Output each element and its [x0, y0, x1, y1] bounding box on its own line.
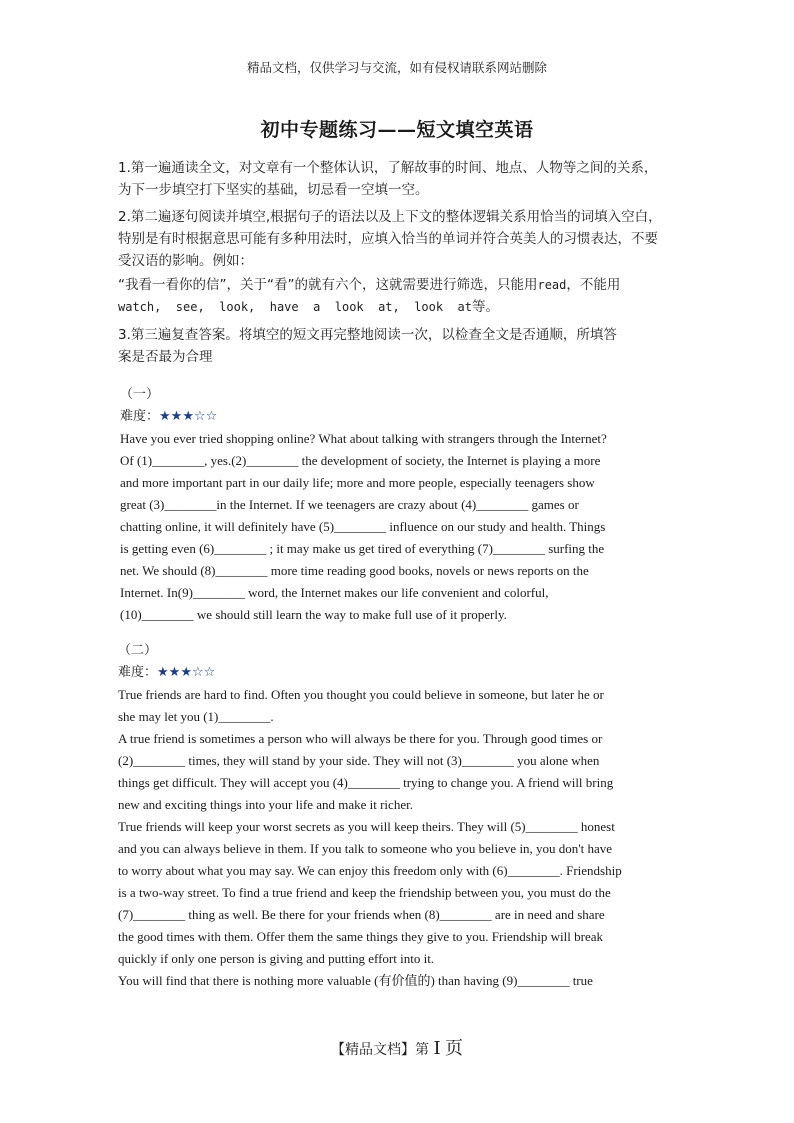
intro-paragraph-1	[118, 157, 688, 201]
difficulty-row	[120, 406, 607, 428]
passage-line: is a two-way street. To find a true friend and keep the friendship between you, you must do the	[118, 885, 611, 900]
section-heading: （一）	[120, 387, 160, 402]
header-note: 精品文档，仅供学习与交流，如有侵权请联系网站删除	[246, 60, 547, 75]
intro-line: 案是否最为合理	[118, 349, 213, 365]
passage-line: Have you ever tried shopping online? What about talking with strangers through the Internet?	[120, 431, 607, 446]
intro-paragraph-2	[118, 206, 688, 272]
passage-line: and more important part in our daily life; more and more people, especially teenagers show	[120, 475, 595, 490]
document-title: 初中专题练习——短文填空英语	[260, 119, 534, 141]
passage-line: A true friend is sometimes a person who will always be there for you. Through good times or	[118, 731, 603, 746]
difficulty-label: 难度：	[118, 665, 158, 680]
passage-line: the good times with them. Offer them the same things they give to you. Friendship will break	[118, 929, 604, 944]
intro-line: 3.第三遍复查答案。将填空的短文再完整地阅读一次，以检查全文是否通顺，所填答	[118, 327, 617, 343]
passage-line: to worry about what you may say. We can enjoy this freedom only with (6)________. Friendship	[118, 863, 622, 878]
intro-text: “我看一看你的信”，关于“看”的就有六个，这就需要进行筛选，只能用	[118, 277, 538, 293]
difficulty-row	[118, 662, 622, 684]
passage-line: (10)________ we should still learn the way to make full use of it properly.	[120, 607, 507, 622]
page-number: I	[433, 1038, 441, 1059]
passage-line: quickly if only one person is giving and putting effort into it.	[118, 951, 435, 966]
passage-line: Internet. In(9)________ word, the Internet makes our life convenient and colorful,	[120, 585, 549, 600]
intro-line: 受汉语的影响。例如：	[118, 253, 253, 269]
passage-line: great (3)________in the Internet. If we teenagers are crazy about (4)________ games or	[120, 497, 579, 512]
star-rating-icon: ★★★☆☆	[157, 665, 216, 680]
passage-line: (7)________ thing as well. Be there for your friends when (8)________ are in need and share	[118, 907, 605, 922]
passage-line: You will find that there is nothing more valuable (有价值的) than having (9)________ true	[118, 973, 593, 988]
intro-line: 特别是有时根据意思可能有多种用法时，应填入恰当的单词并符合英美人的习惯表达，不要	[118, 231, 658, 247]
star-rating-icon: ★★★☆☆	[159, 409, 218, 424]
passage-line: chatting online, it will definitely have (5)________ influence on our study and health. Things	[120, 519, 606, 534]
passage-line: is getting even (6)________ ; it may make us get tired of everything (7)________ surfing the	[120, 541, 605, 556]
passage-line: she may let you (1)________.	[118, 709, 274, 724]
passage-line: True friends will keep your worst secrets as you will keep theirs. They will (5)________ honest	[118, 819, 615, 834]
page-footer	[0, 1034, 794, 1060]
intro-line: 2.第二遍逐句阅读并填空,根据句子的语法以及上下文的整体逻辑关系用恰当的词填入空白，	[118, 209, 662, 225]
intro-text: ，不能用	[566, 277, 621, 293]
section-heading: （二）	[118, 643, 158, 658]
passage-line: and you can always believe in them. If you talk to someone who you believe in, you don't have	[118, 841, 613, 856]
passage-line: True friends are hard to find. Often you thought you could believe in someone, but later he or	[118, 687, 604, 702]
intro-mono-text: watch, see, look, have a look at, look at	[118, 300, 473, 314]
footer-label: 【精品文档】第	[330, 1042, 429, 1058]
passage-line: net. We should (8)________ more time reading good books, novels or news reports on the	[120, 563, 589, 578]
footer-suffix: 页	[445, 1038, 464, 1059]
intro-mono-text: read	[537, 278, 567, 292]
section-1	[120, 384, 607, 626]
intro-line	[118, 296, 688, 318]
passage-line: (2)________ times, they will stand by your side. They will not (3)________ you alone when	[118, 753, 600, 768]
intro-paragraph-3	[118, 274, 688, 318]
difficulty-label: 难度：	[120, 409, 160, 424]
passage-line: Of (1)________, yes.(2)________ the development of society, the Internet is playing a more	[120, 453, 601, 468]
intro-line: 为下一步填空打下坚实的基础，切忌看一空填一空。	[118, 182, 429, 198]
intro-text: 等。	[472, 299, 500, 315]
intro-line: 1.第一遍通读全文，对文章有一个整体认识，了解故事的时间、地点、人物等之间的关系，	[118, 160, 658, 176]
passage-line: things get difficult. They will accept you (4)________ trying to change you. A friend will bring	[118, 775, 614, 790]
intro-paragraph-4	[118, 324, 688, 368]
passage-line: new and exciting things into your life and make it richer.	[118, 797, 413, 812]
section-2	[118, 640, 622, 992]
intro-line	[118, 274, 688, 296]
